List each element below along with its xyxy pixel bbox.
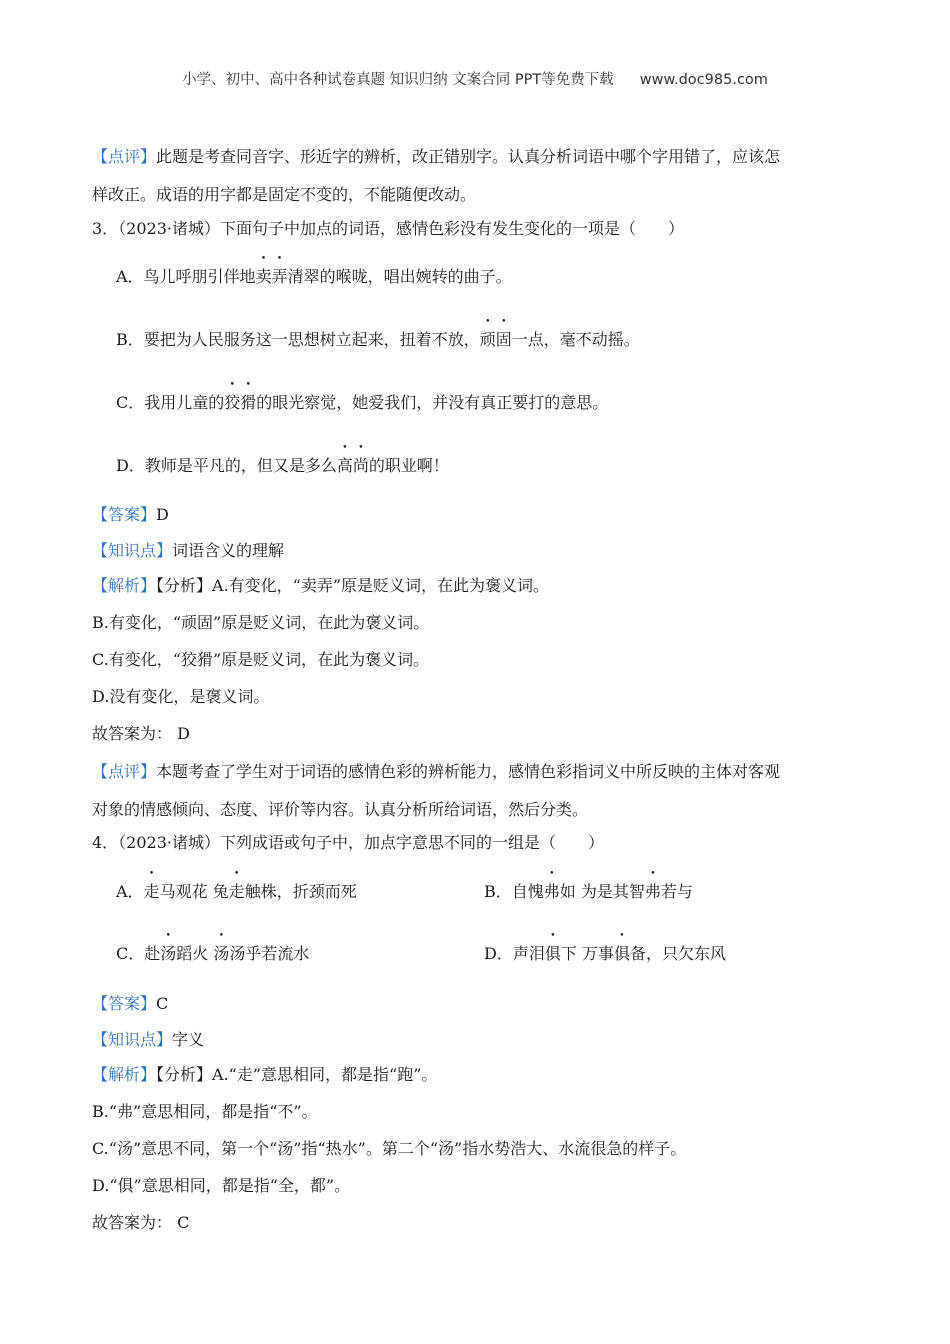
dotted-char: 顽: [479, 330, 496, 349]
q4-knowledge: 【知识点】字义: [92, 1030, 205, 1049]
dotted-char: 弄: [271, 267, 288, 286]
dotted-char: 尚: [352, 456, 369, 475]
q4-option-c: C．赴汤蹈火 汤汤乎若流水: [116, 944, 310, 963]
q3-analysis-a: 【解析】【分析】A.有变化，“卖弄”原是贬义词，在此为褒义词。: [92, 576, 550, 595]
header-text: 小学、初中、高中各种试卷真题 知识归纳 文案合同 PPT等免费下载: [182, 72, 614, 88]
dotted-char: 狡: [224, 393, 241, 412]
q4-option-d: D．声泪俱下 万事俱备，只欠东风: [484, 944, 726, 963]
review-tag: 【点评】: [92, 147, 157, 166]
q3-analysis-c: C.有变化，“狡猾”原是贬义词，在此为褒义词。: [92, 650, 430, 669]
dotted-char: 走: [228, 882, 245, 901]
q3-review-line1: 【点评】本题考查了学生对于词语的感情色彩的辨析能力，感情色彩指词义中所反映的主体对客观: [92, 762, 781, 781]
q3-stem: 3．（2023·诸城）下面句子中加点的词语，感情色彩没有发生变化的一项是（ ）: [92, 219, 684, 238]
q4-analysis-d: D.“俱”意思相同，都是指“全，都”。: [92, 1176, 351, 1195]
q4-stem: 4．（2023·诸城）下列成语或句子中，加点字意思不同的一组是（ ）: [92, 833, 604, 852]
q4-option-a: A．走马观花 兔走触株，折颈而死: [116, 882, 357, 901]
dotted-char: 固: [495, 330, 512, 349]
q3-knowledge: 【知识点】词语含义的理解: [92, 541, 285, 560]
q3-option-b: B．要把为人民服务这一思想树立起来，扭着不放，顽固一点，毫不动摇。: [116, 330, 640, 349]
dotted-char: 卖: [255, 267, 272, 286]
q4-final-answer: 故答案为： C: [92, 1213, 190, 1232]
dotted-char: 弗: [644, 882, 661, 901]
dotted-char: 汤: [213, 944, 230, 963]
page-header: [0, 68, 950, 89]
q3-final-answer: 故答案为： D: [92, 724, 190, 743]
header-site-link[interactable]: www.doc985.com: [639, 72, 768, 88]
q4-analysis-a: 【解析】【分析】A.“走”意思相同，都是指“跑”。: [92, 1065, 438, 1084]
intro-review-line1: 【点评】此题是考查同音字、形近字的辨析，改正错别字。认真分析词语中哪个字用错了，应该怎: [92, 147, 781, 166]
q4-option-b: B．自愧弗如 为是其智弗若与: [484, 882, 693, 901]
dotted-char: 俱: [544, 944, 561, 963]
q3-option-c: C．我用儿童的狡猾的眼光察觉，她爱我们，并没有真正要打的意思。: [116, 393, 609, 412]
dotted-char: 高: [336, 456, 353, 475]
q3-option-d: D．教师是平凡的，但又是多么高尚的职业啊！: [116, 456, 449, 475]
dotted-char: 猾: [240, 393, 257, 412]
q3-analysis-d: D.没有变化，是褒义词。: [92, 687, 270, 706]
dotted-char: 汤: [160, 944, 177, 963]
dotted-char: 弗: [543, 882, 560, 901]
intro-review-line2: 样改正。成语的用字都是固定不变的，不能随便改动。: [92, 185, 477, 204]
q3-option-a: A．鸟儿呼朋引伴地卖弄清翠的喉咙，唱出婉转的曲子。: [116, 267, 512, 286]
q3-review-line2: 对象的情感倾向、态度、评价等内容。认真分析所给词语，然后分类。: [92, 800, 589, 819]
q4-analysis-c: C.“汤”意思不同，第一个“汤”指“热水”。第二个“汤”指水势浩大、水流很急的样子。: [92, 1139, 687, 1158]
q4-answer: 【答案】C: [92, 994, 169, 1013]
dotted-char: 俱: [613, 944, 630, 963]
q3-answer: 【答案】D: [92, 505, 169, 524]
q3-analysis-b: B.有变化，“顽固”原是贬义词，在此为褒义词。: [92, 613, 430, 632]
q4-analysis-b: B.“弗”意思相同，都是指“不”。: [92, 1102, 318, 1121]
dotted-char: 走: [143, 882, 160, 901]
